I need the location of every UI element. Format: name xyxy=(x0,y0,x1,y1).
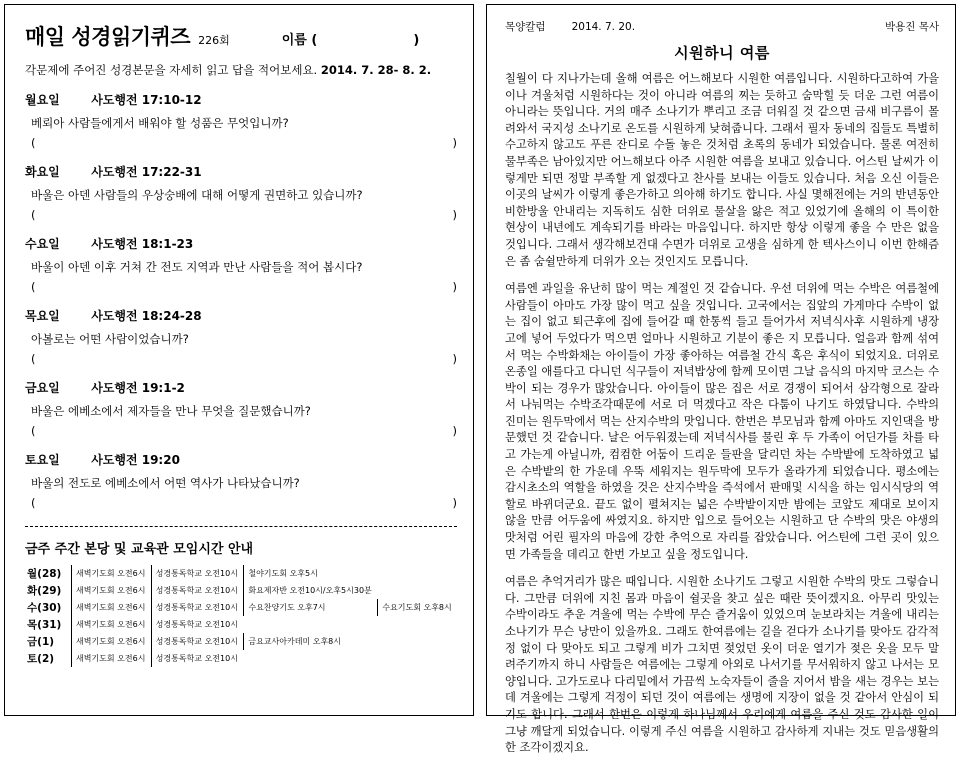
schedule-cell: 금요교사아카데미 오후8시 xyxy=(244,633,378,650)
schedule-cell: 성경통독학교 오전10시 xyxy=(155,569,238,578)
answer-blank[interactable] xyxy=(36,496,453,510)
answer-blank[interactable] xyxy=(36,136,453,150)
answer-open-paren: ( xyxy=(31,280,36,294)
quiz-item-reference: 사도행전 17:10-12 xyxy=(91,93,202,107)
table-row xyxy=(25,616,457,633)
quiz-item-day: 월요일 xyxy=(25,93,60,107)
column-paragraph: 여름은 추억거리가 많은 때입니다. 시원한 소나기도 그렇고 시원한 수박의 맛도 그렇습니다. 그만큼 더위에 지친 몸과 마음이 쉴곳을 찾고 싶은 때란 뜻이겠지요. 아무리 맛있는 수박이라도 추운 겨울에 먹는 수박에 무슨 즐거움이 있었으며 눈보라치는 겨울에 내리는 소나기가 무슨 낭만이 있을까요. 그래도 한여름에는 길을 걷다가 소나기를 맞아도 감각적정 없이 다 맞아도 되고 그렇게 비가 그치면 젖었던 옷이 더운 열기가 젖은 옷을 모두 말려주기까지 하니 사람들은 여름에는 그렇게 아외로 나서기를 무서워하지 않고 나서는 모양입니다. 고가도로나 다리밑에서 가끔씩 노숙자들이 줄을 지어서 밤을 새는 경우는 보는데 겨울에는 그렇게 걱정이 되던 것이 여름에는 생명에 지장이 없을 것 같아서 안심이 되기도 합니다. 그래서 한번은 이렇게 하나님께서 우리에게 여름을 주신 것도 감사한 일이 그냥 깨달게 되었습니다. 이렇게 주신 여름을 시원하고 감사하게 지내는 것도 믿음생활의 한 조각이겠지요. xyxy=(505,575,939,755)
column-paragraph: 칠월이 다 지나가는데 올해 여름은 어느해보다 시원한 여름입니다. 시원하다고하여 가을이나 겨울처럼 시원하다는 것이 아니라 여름의 찌는 듯하고 숨막힐 듯 더운 그런 여름이 아니라는 뜻입니다. 거의 매주 소나기가 뿌리고 조금 더워질 것 같으면 금새 비구름이 몰려와서 국지성 소나기로 온도를 시원하게 낮혀줍니다. 그래서 필자 동네의 집들도 특별히 수고하지 않고도 푸른 잔디로 수돌 놓은 것처럼 초록의 동네가 되었습니다. 물론 여전히 물부족은 남아있지만 어느해보다 아주 시원한 여름을 보내고 있습니다. 어스틴 날씨가 이렇게만 되면 정말 부족할 게 없겠다고 찬사를 보내는 이들도 있습니다. 처음 오신 이들은 이곳의 날씨가 이렇게 좋은가하고 의아해 하기도 합니다. 사실 몇해전에는 거의 반년동안 비한방울 안내리는 지독히도 심한 더위로 물살을 앓은 적고 있었기에 올해의 이 특이한 현상이 내년에도 계속되기를 바라는 마음입니다. 하지만 항상 이렇게 좋을 수 만은 없을 것입니다. 그래서 생각해보건대 수면가 더위로 고생을 심하게 한 텍사스이니 이번 한해즘은 좀 숨쉴만하게 더위가 오는 것인지도 모릅니다. xyxy=(505,72,939,268)
quiz-item-day: 수요일 xyxy=(25,237,60,251)
quiz-header xyxy=(25,21,457,51)
quiz-item-question: 바울은 아덴 사람들의 우상숭배에 대해 어떻게 권면하고 있습니까? xyxy=(31,188,363,202)
answer-open-paren: ( xyxy=(31,496,36,510)
quiz-instruction-date: 2014. 7. 28- 8. 2. xyxy=(320,63,432,77)
schedule-day: 목(31) xyxy=(27,619,62,631)
answer-open-paren: ( xyxy=(31,136,36,150)
quiz-item xyxy=(25,235,457,294)
schedule-cell-empty xyxy=(378,633,457,650)
schedule-cell: 성경통독학교 오전10시 xyxy=(155,637,238,646)
answer-blank[interactable] xyxy=(36,280,453,294)
schedule-cell: 성경통독학교 오전10시 xyxy=(155,603,238,612)
answer-close-paren: ) xyxy=(452,352,457,366)
quiz-item-head xyxy=(25,451,457,468)
section-divider xyxy=(25,526,457,527)
schedule-cell-empty xyxy=(244,650,378,667)
quiz-item-answer-field[interactable] xyxy=(25,352,457,366)
weekly-schedule-table xyxy=(25,565,457,667)
answer-close-paren: ) xyxy=(452,424,457,438)
schedule-cell-empty xyxy=(378,650,457,667)
schedule-cell-empty xyxy=(378,582,457,599)
schedule-cell: 새벽기도회 오전6시 xyxy=(72,633,152,650)
schedule-cell: 새벽기도회 오전6시 xyxy=(72,616,152,633)
quiz-item-reference: 사도행전 17:22-31 xyxy=(91,165,202,179)
quiz-item-day: 토요일 xyxy=(25,453,60,467)
quiz-item-answer-field[interactable] xyxy=(25,496,457,510)
schedule-day: 수(30) xyxy=(27,602,62,614)
column-header xyxy=(505,19,939,34)
schedule-cell: 수요찬양기도 오후7시 xyxy=(244,599,378,616)
quiz-item-head xyxy=(25,235,457,252)
quiz-item-head xyxy=(25,379,457,396)
quiz-name-close: ) xyxy=(413,33,420,48)
quiz-instruction xyxy=(25,62,457,78)
answer-close-paren: ) xyxy=(452,136,457,150)
column-body xyxy=(505,71,939,757)
table-row xyxy=(25,599,457,616)
schedule-cell-empty xyxy=(378,565,457,582)
quiz-title: 매일 성경읽기퀴즈 xyxy=(25,25,191,49)
column-panel xyxy=(486,4,956,755)
quiz-name-label: 이름 ( xyxy=(281,33,318,48)
quiz-item-answer-field[interactable] xyxy=(25,280,457,294)
schedule-cell: 성경통독학교 오전10시 xyxy=(155,586,238,595)
schedule-day: 토(2) xyxy=(27,653,55,665)
column-kind: 목양칼럼 xyxy=(505,21,546,33)
answer-blank[interactable] xyxy=(36,424,453,438)
quiz-item-day: 목요일 xyxy=(25,309,60,323)
schedule-cell: 성경통독학교 오전10시 xyxy=(151,650,244,667)
answer-blank[interactable] xyxy=(36,352,453,366)
quiz-item-answer-field[interactable] xyxy=(25,424,457,438)
answer-close-paren: ) xyxy=(452,496,457,510)
schedule-cell: 새벽기도회 오전6시 xyxy=(72,599,152,616)
column-date: 2014. 7. 20. xyxy=(571,21,636,33)
quiz-item-head xyxy=(25,307,457,324)
table-row xyxy=(25,633,457,650)
quiz-item-question: 바울의 전도로 에베소에서 어떤 역사가 나타났습니까? xyxy=(31,476,300,490)
quiz-panel xyxy=(4,4,474,716)
schedule-cell: 새벽기도회 오전6시 xyxy=(72,582,152,599)
quiz-item-day: 화요일 xyxy=(25,165,60,179)
quiz-item-head xyxy=(25,91,457,108)
quiz-item-question: 베뢰아 사람들에게서 배워야 할 성품은 무엇입니까? xyxy=(31,116,289,130)
answer-close-paren: ) xyxy=(452,280,457,294)
schedule-cell: 수요기도회 오후8시 xyxy=(378,599,457,616)
quiz-item-question: 바울은 에베소에서 제자들을 만나 무엇을 질문했습니까? xyxy=(31,404,311,418)
quiz-item-question: 바울이 아덴 이후 거쳐 간 전도 지역과 만난 사람들을 적어 봅시다? xyxy=(31,260,363,274)
quiz-item xyxy=(25,451,457,510)
answer-open-paren: ( xyxy=(31,208,36,222)
schedule-cell-empty xyxy=(244,616,378,633)
quiz-item-day: 금요일 xyxy=(25,381,60,395)
quiz-item-question: 아볼로는 어떤 사람이었습니까? xyxy=(31,332,189,346)
answer-close-paren: ) xyxy=(452,208,457,222)
quiz-item-reference: 사도행전 18:1-23 xyxy=(91,237,194,251)
column-title: 시원하니 여름 xyxy=(674,44,770,62)
column-paragraph: 여름엔 과일을 유난히 많이 먹는 계절인 것 같습니다. 우선 더위에 먹는 수박은 여름철에 사람들이 아마도 가장 많이 먹고 싶을 것입니다. 고국에서는 집앞의 가게마다 수박이 없는 집이 없고 퇴근후에 집에 들어갈 때 한통씩 들고 들어가서 저녁식사후 시원하게 냉장고에 넣어 두었다가 먹으면 얼마나 시원하고 기분이 좋은 지 모릅니다. 얼음과 함께 섞여서 먹는 수박화채는 아이들이 가장 좋아하는 여름철 간식 혹은 후식이 되었지요. 더위로 온종일 애를다고 다니던 식구들이 저녁밥상에 함께 모이면 그날 음식의 마지막 코스는 수박이 되는 경우가 많았습니다. 아이들이 많은 집은 서로 경쟁이 되어서 삼각형으로 잘라서 나눠먹는 수박조각때문에 서로 더 먹겠다고 작은 다툼이 나기도 하였답니다. 수박의 진미는 원두막에서 먹는 산지수박의 맛입니다. 한번은 부모님과 함께 아마도 지인댁을 방문했던 것 같습니다. 날은 어두워졌는데 저녁식사를 물린 후 두 가족이 어딘가를 차를 타고 가는게 아닐니까, 컴컴한 어둠이 드리운 들판을 달리던 차는 수박밭에 도착하였고 넓은 수박밭의 한 가운데 우뚝 세워지는 원두막에 모두가 올라가게 되었습니다. 평소에는 감시초소의 역할을 하였을 것은 산지수박을 즉석에서 판매및 시식을 하는 임시식당의 역할로 바뀌더군요. 끝도 없이 펼쳐지는 넓은 수박밭이지만 밤에는 코앞도 제대로 보이지 않을 만큼 어두움에 싸였지요. 하지만 입으로 들어오는 시원하고 단 수박의 맛은 야생의 맛처럼 어린 필자의 마음에 강한 추억으로 자리를 잡았습니다. 어스틴에 그런 곳이 있으면 가족들을 데리고 한번 가보고 싶을 정도입니다. xyxy=(505,282,939,561)
table-row xyxy=(25,565,457,582)
quiz-item xyxy=(25,307,457,366)
quiz-item xyxy=(25,91,457,150)
schedule-title: 금주 주간 본당 및 교육관 모임시간 안내 xyxy=(25,542,254,557)
table-row xyxy=(25,650,457,667)
schedule-cell: 화요제자반 오전10시/오후5시30분 xyxy=(244,582,378,599)
quiz-item xyxy=(25,379,457,438)
table-row xyxy=(25,582,457,599)
schedule-cell: 철야기도회 오후5시 xyxy=(244,565,378,582)
quiz-item-answer-field[interactable] xyxy=(25,208,457,222)
quiz-item-answer-field[interactable] xyxy=(25,136,457,150)
answer-blank[interactable] xyxy=(36,208,453,222)
schedule-day: 월(28) xyxy=(27,568,62,580)
schedule-cell-empty xyxy=(378,616,457,633)
schedule-cell: 새벽기도회 오전6시 xyxy=(72,650,152,667)
quiz-item-reference: 사도행전 19:1-2 xyxy=(91,381,185,395)
answer-open-paren: ( xyxy=(31,352,36,366)
schedule-cell: 새벽기도회 오전6시 xyxy=(72,565,152,582)
quiz-item xyxy=(25,163,457,222)
quiz-item-head xyxy=(25,163,457,180)
quiz-item-reference: 사도행전 19:20 xyxy=(91,453,180,467)
schedule-day: 화(29) xyxy=(27,585,62,597)
schedule-cell: 성경통독학교 오전10시 xyxy=(151,616,244,633)
quiz-round: 226회 xyxy=(198,34,230,47)
quiz-instruction-text: 각문제에 주어진 성경본문을 자세히 읽고 답을 적어보세요. xyxy=(25,63,318,77)
quiz-item-reference: 사도행전 18:24-28 xyxy=(91,309,202,323)
column-author: 박용진 목사 xyxy=(884,21,939,33)
schedule-day: 금(1) xyxy=(27,636,55,648)
answer-open-paren: ( xyxy=(31,424,36,438)
